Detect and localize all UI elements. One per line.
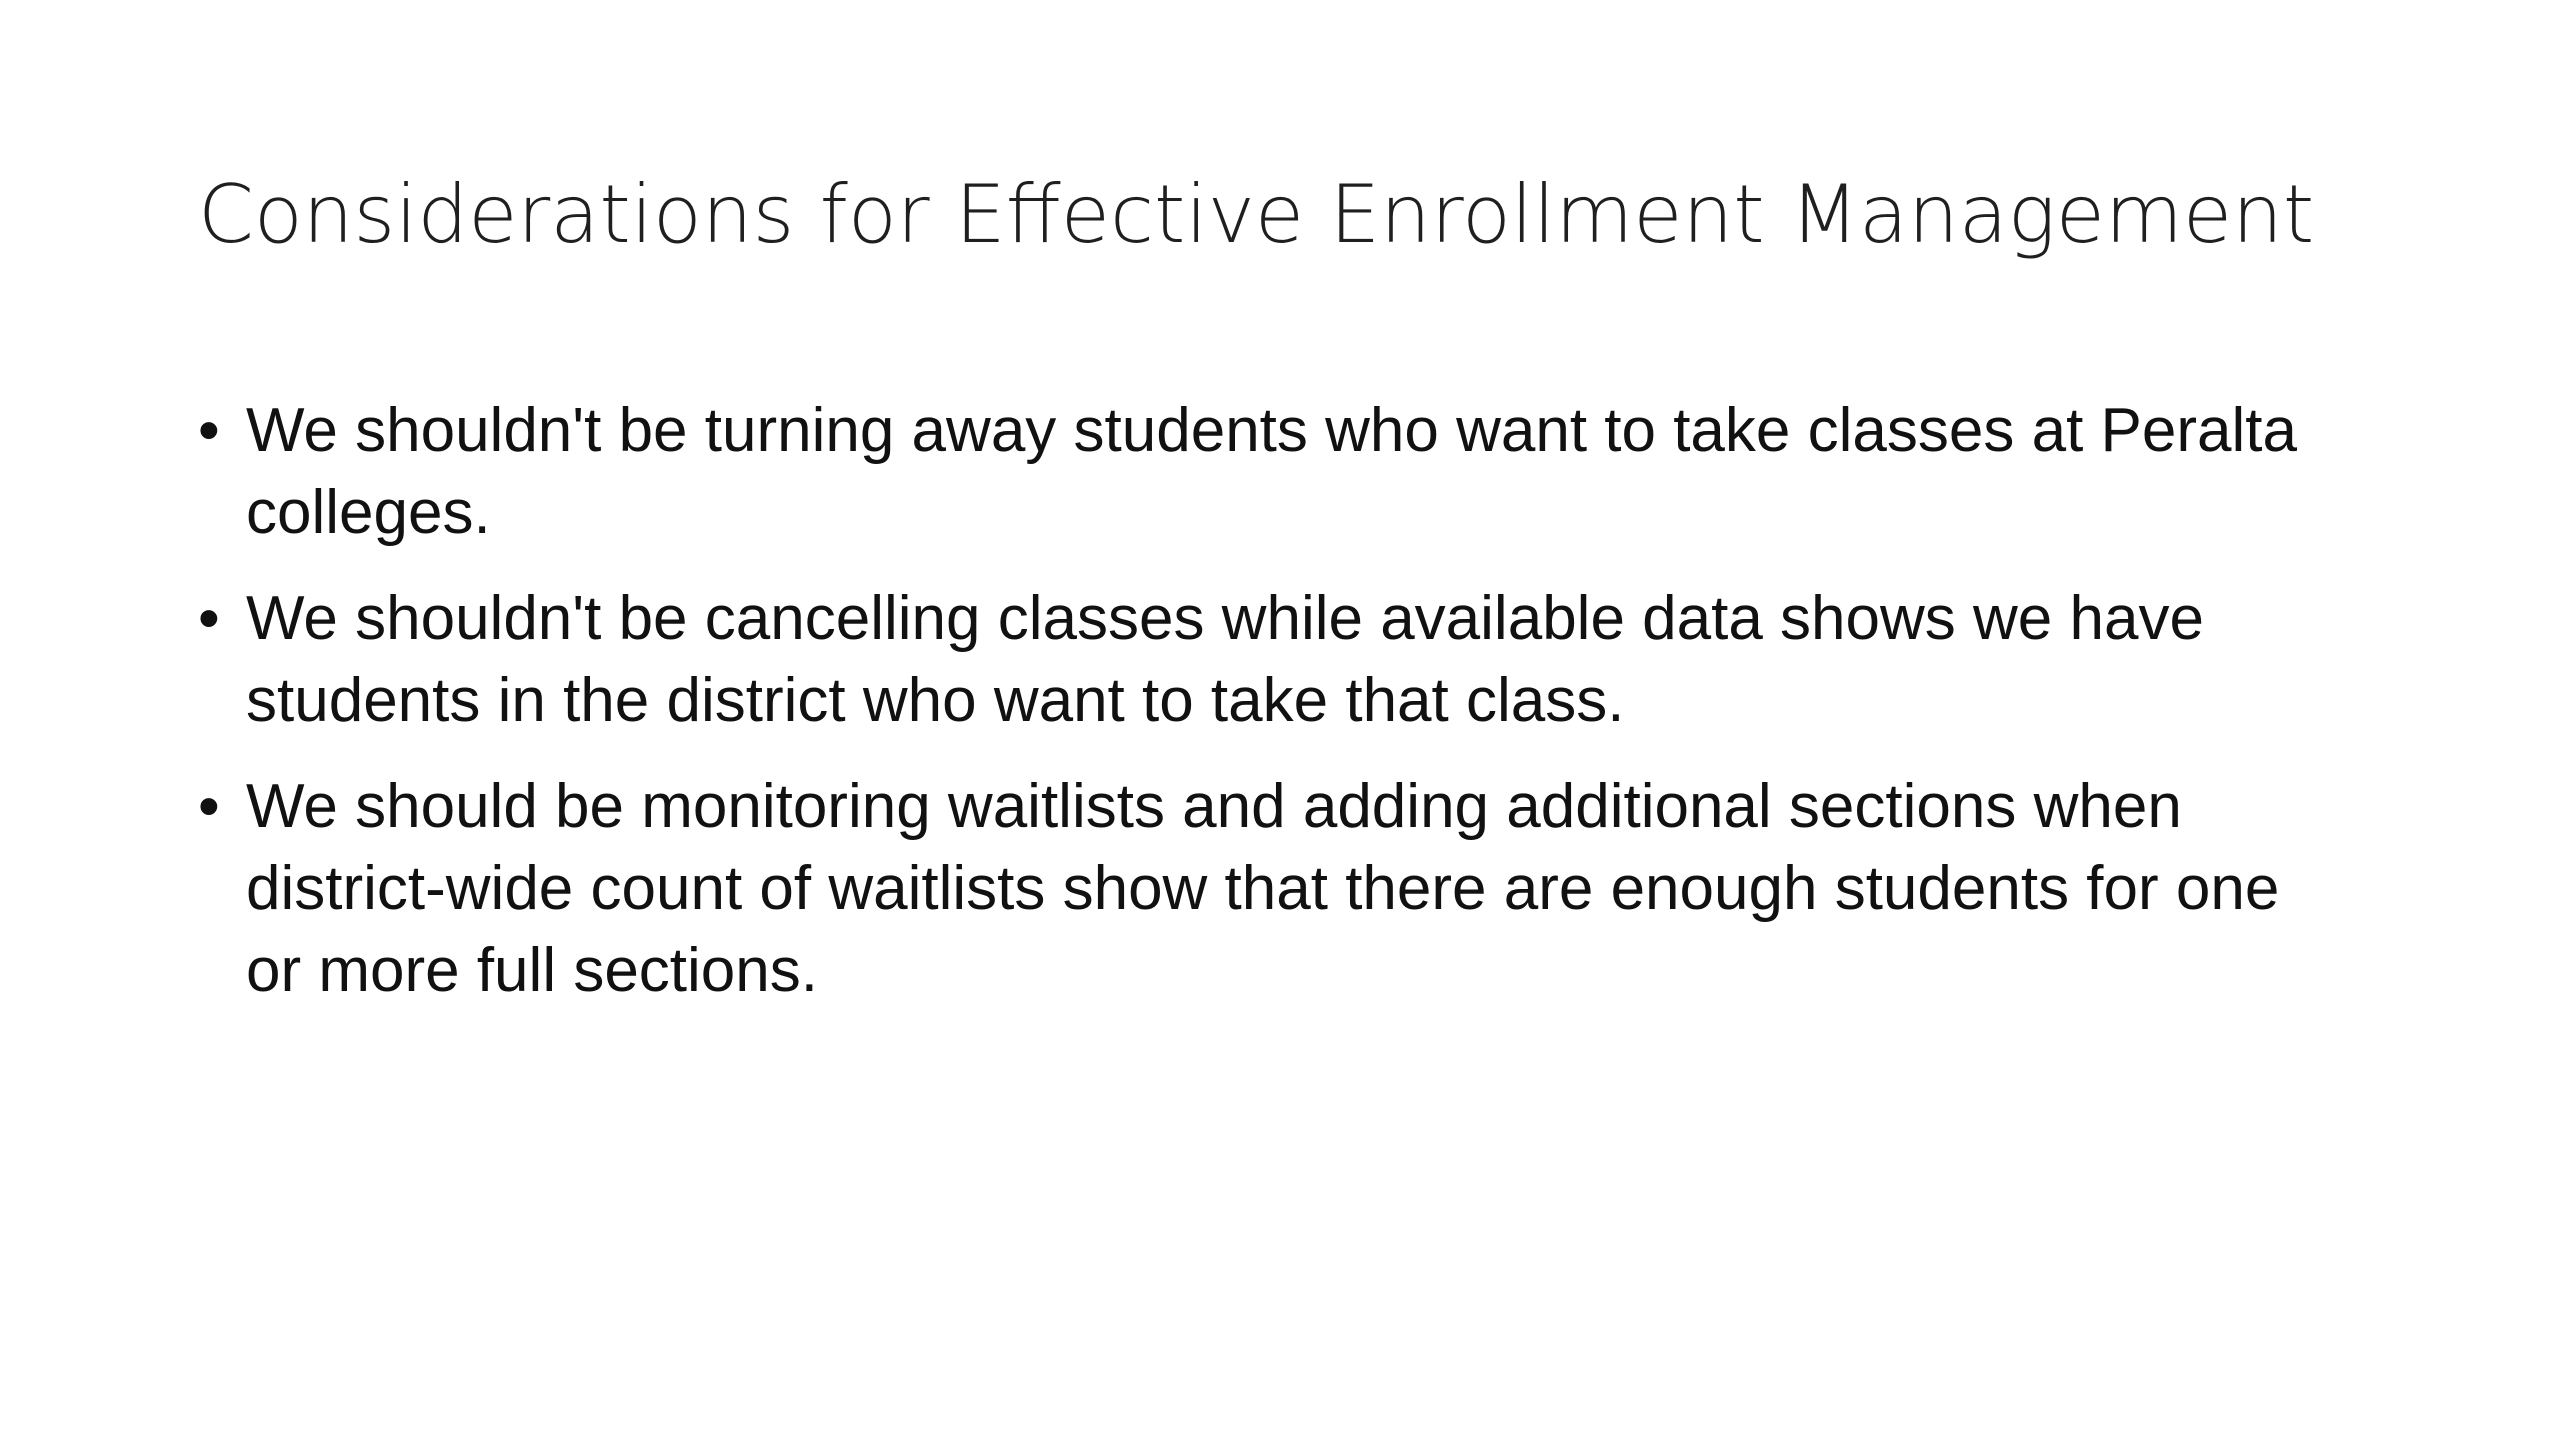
bullet-marker-icon: • xyxy=(198,584,220,653)
bullet-list xyxy=(198,390,2348,1036)
bullet-marker-icon: • xyxy=(198,396,220,465)
bullet-text-1: We shouldn't be turning away students who want to take classes at Peralta colleges. xyxy=(246,396,2297,547)
bullet-marker-icon: • xyxy=(198,772,220,841)
bullet-item-3 xyxy=(198,766,2348,1012)
bullet-item-1 xyxy=(198,390,2348,554)
bullet-item-2 xyxy=(198,578,2348,742)
bullet-text-2: We shouldn't be cancelling classes while available data shows we have students in the district who want to take that class. xyxy=(246,584,2204,735)
bullet-text-3: We should be monitoring waitlists and adding additional sections when district-wide count of waitlists show that there are enough students for one or more full sections. xyxy=(246,772,2280,1005)
slide-title: Considerations for Effective Enrollment Management xyxy=(198,168,2315,261)
